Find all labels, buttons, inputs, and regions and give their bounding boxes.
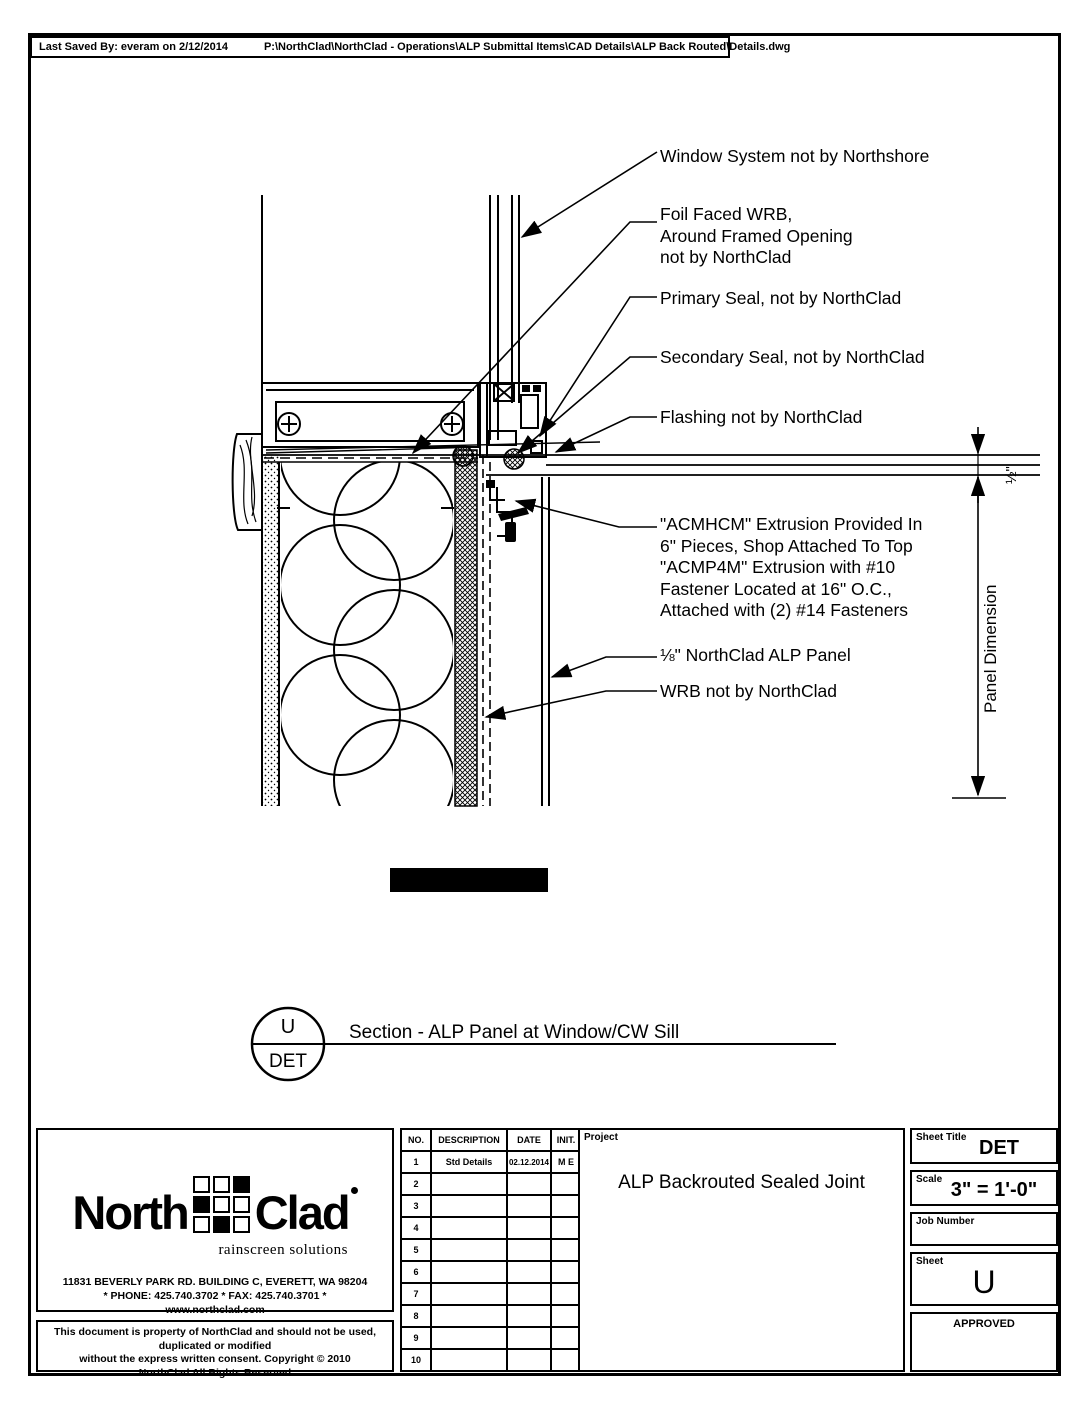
sheet-title-block xyxy=(910,1128,1058,1164)
section-title: Section - ALP Panel at Window/CW Sill xyxy=(349,1022,680,1043)
approved-block xyxy=(910,1312,1058,1372)
table-row: 5 xyxy=(401,1239,581,1261)
callout-flashing: Flashing not by NorthClad xyxy=(660,407,863,427)
disclaimer-block: This document is property of NorthClad and should not be used, duplicated or modified without the express written consent. Copyright © 2010 NorthClad All Rights Reserved xyxy=(36,1320,394,1372)
callout-foil-wrb: Foil Faced WRB, Around Framed Opening not by NorthClad xyxy=(660,204,853,267)
last-saved-text: Last Saved By: everam on 2/12/2014 xyxy=(39,41,228,53)
scale-block xyxy=(910,1170,1058,1206)
table-row: 3 xyxy=(401,1195,581,1217)
table-row: 7 xyxy=(401,1283,581,1305)
callout-primary-seal: Primary Seal, not by NorthClad xyxy=(660,288,902,308)
project-block xyxy=(578,1128,905,1372)
sheet-block xyxy=(910,1252,1058,1306)
job-number-block xyxy=(910,1212,1058,1246)
revision-table xyxy=(400,1128,582,1372)
sheet-title-value: DET xyxy=(979,1137,1019,1159)
northclad-logo xyxy=(38,1176,392,1240)
bubble-sheet-ref: DET xyxy=(269,1051,307,1072)
table-row: 8 xyxy=(401,1305,581,1327)
bubble-detail-letter: U xyxy=(280,1016,296,1038)
callout-window-system: Window System not by Northshore xyxy=(660,146,930,166)
table-row: 2 xyxy=(401,1173,581,1195)
scale-label: Scale xyxy=(916,1174,943,1185)
logo-tagline: rainscreen solutions xyxy=(218,1242,348,1258)
callout-secondary-seal: Secondary Seal, not by NorthClad xyxy=(660,347,925,367)
table-row: 1 Std Details 02.12.2014 M E xyxy=(401,1151,581,1173)
job-number-label: Job Number xyxy=(916,1216,975,1227)
sheet-label: Sheet xyxy=(916,1256,944,1267)
section-bubble xyxy=(252,1008,836,1080)
section-cut-bar xyxy=(390,868,548,892)
table-row: 4 xyxy=(401,1217,581,1239)
sheet-value: U xyxy=(972,1264,996,1300)
alp-panel xyxy=(542,477,549,806)
panel-dimension-text: Panel Dimension xyxy=(981,584,1000,713)
revision-header-row: NO. DESCRIPTION DATE INIT. xyxy=(401,1129,581,1151)
sheet-title-label: Sheet Title xyxy=(916,1132,967,1143)
approved-label: APPROVED xyxy=(953,1318,1015,1330)
company-website: www.northclad.com xyxy=(165,1304,265,1316)
wood-blocking xyxy=(233,434,262,530)
barrier-strip xyxy=(455,450,490,806)
registered-mark-icon xyxy=(351,1187,358,1194)
extrusion-clip xyxy=(487,481,529,542)
company-address: 11831 BEVERLY PARK RD. BUILDING C, EVERETT, WA 98204 xyxy=(62,1276,368,1288)
project-label: Project xyxy=(584,1132,618,1143)
logo-text-north: North xyxy=(72,1186,188,1240)
table-row: 6 xyxy=(401,1261,581,1283)
logo-text-clad: Clad xyxy=(254,1186,349,1240)
logo-grid-icon xyxy=(193,1176,250,1233)
project-name: ALP Backrouted Sealed Joint xyxy=(618,1172,865,1193)
logo-block xyxy=(36,1128,394,1316)
table-row: 9 xyxy=(401,1327,581,1349)
company-phone-fax: * PHONE: 425.740.3702 * FAX: 425.740.3701 * xyxy=(103,1290,327,1302)
scale-value: 3" = 1'-0" xyxy=(950,1179,1038,1201)
callout-extrusion: "ACMHCM" Extrusion Provided In 6" Pieces, Shop Attached To Top "ACMP4M" Extrusion with #10 Fastener Located at 16" O.C., Attached with (2) #14 Fasteners xyxy=(660,514,923,620)
callout-alp-panel: ⅛" NorthClad ALP Panel xyxy=(660,645,851,665)
window-glazing xyxy=(490,195,519,440)
file-path-text: P:\NorthClad\NorthClad - Operations\ALP Submittal Items\CAD Details\ALP Back Routed\Details.dwg xyxy=(263,41,791,53)
table-row: 10 xyxy=(401,1349,581,1371)
gap-dimension-text: ½" xyxy=(1003,466,1020,484)
sheathing-strip xyxy=(262,447,279,806)
callout-wrb: WRB not by NorthClad xyxy=(660,681,838,701)
